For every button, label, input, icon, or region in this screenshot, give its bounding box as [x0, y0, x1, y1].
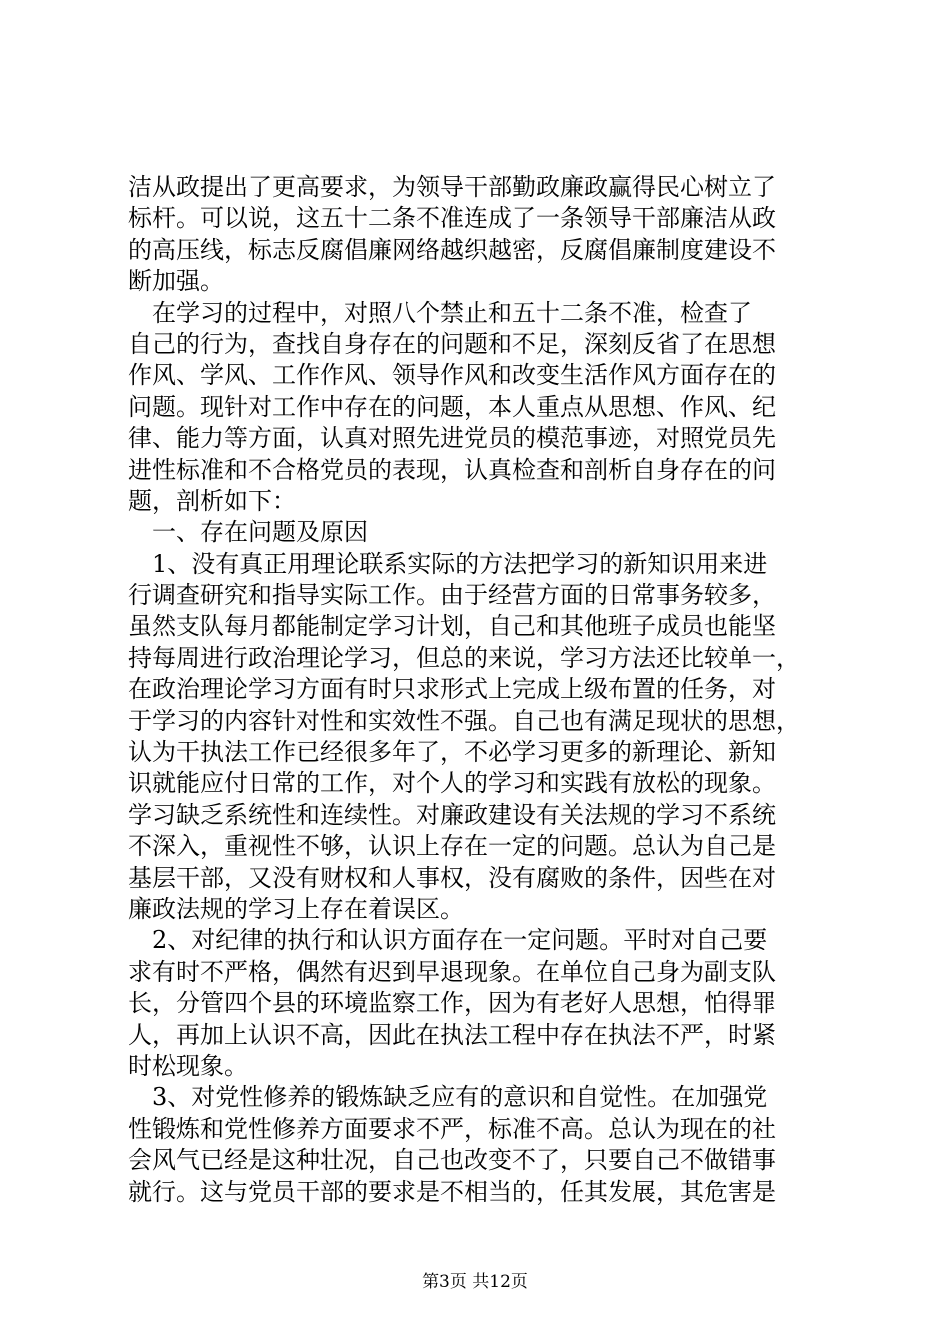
text-line: 的高压线，标志反腐倡廉网络越织越密，反腐倡廉制度建设不	[128, 235, 776, 264]
text-line: 识就能应付日常的工作，对个人的学习和实践有放松的现象。	[128, 769, 776, 798]
document-body	[128, 172, 834, 1208]
text-line: 性锻炼和党性修养方面要求不严，标准不高。总认为现在的社	[128, 1114, 776, 1143]
section-heading: 一、存在问题及原因	[128, 518, 368, 547]
text-line: 长，分管四个县的环境监察工作，因为有老好人思想，怕得罪	[128, 989, 776, 1018]
text-line: 断加强。	[128, 267, 224, 296]
text-line: 1、没有真正用理论联系实际的方法把学习的新知识用来进	[128, 549, 768, 578]
text-line: 虽然支队每月都能制定学习计划，自己和其他班子成员也能坚	[128, 612, 776, 641]
text-line: 基层干部，又没有财权和人事权，没有腐败的条件，因些在对	[128, 863, 776, 892]
text-line: 不深入，重视性不够，认识上存在一定的问题。总认为自己是	[128, 832, 776, 861]
text-line: 作风、学风、工作作风、领导作风和改变生活作风方面存在的	[128, 361, 776, 390]
page-footer	[0, 1272, 950, 1292]
text-line: 于学习的内容针对性和实效性不强。自己也有满足现状的思想，	[128, 706, 800, 735]
text-line: 廉政法规的学习上存在着误区。	[128, 894, 464, 923]
text-line: 律、能力等方面，认真对照先进党员的模范事迹，对照党员先	[128, 424, 776, 453]
text-line: 认为干执法工作已经很多年了，不必学习更多的新理论、新知	[128, 738, 776, 767]
text-line: 就行。这与党员干部的要求是不相当的，任其发展，其危害是	[128, 1177, 776, 1206]
text-line: 自己的行为，查找自身存在的问题和不足，深刻反省了在思想	[128, 329, 776, 358]
text-line: 持每周进行政治理论学习，但总的来说，学习方法还比较单一，	[128, 643, 800, 672]
text-line: 会风气已经是这种壮况，自己也改变不了，只要自己不做错事	[128, 1146, 776, 1175]
text-line: 题，剖析如下：	[128, 486, 296, 515]
text-line: 求有时不严格，偶然有迟到早退现象。在单位自己身为副支队	[128, 957, 776, 986]
text-line: 标杆。可以说，这五十二条不准连成了一条领导干部廉洁从政	[128, 204, 776, 233]
text-line: 时松现象。	[128, 1051, 248, 1080]
text-line: 2、对纪律的执行和认识方面存在一定问题。平时对自己要	[128, 926, 768, 955]
page-number-label: 第3页 共12页	[422, 1272, 528, 1292]
text-line: 行调查研究和指导实际工作。由于经营方面的日常事务较多，	[128, 581, 776, 610]
text-line: 洁从政提出了更高要求，为领导干部勤政廉政赢得民心树立了	[128, 173, 776, 201]
text-line: 进性标准和不合格党员的表现，认真检查和剖析自身存在的问	[128, 455, 776, 484]
text-line: 学习缺乏系统性和连续性。对廉政建设有关法规的学习不系统	[128, 800, 776, 829]
text-line: 在学习的过程中，对照八个禁止和五十二条不准，检查了	[128, 298, 752, 327]
text-line: 问题。现针对工作中存在的问题，本人重点从思想、作风、纪	[128, 392, 776, 421]
text-line: 人，再加上认识不高，因此在执法工程中存在执法不严，时紧	[128, 1020, 776, 1049]
text-line: 在政治理论学习方面有时只求形式上完成上级布置的任务，对	[128, 675, 776, 704]
text-line: 3、对党性修养的锻炼缺乏应有的意识和自觉性。在加强党	[128, 1083, 768, 1112]
